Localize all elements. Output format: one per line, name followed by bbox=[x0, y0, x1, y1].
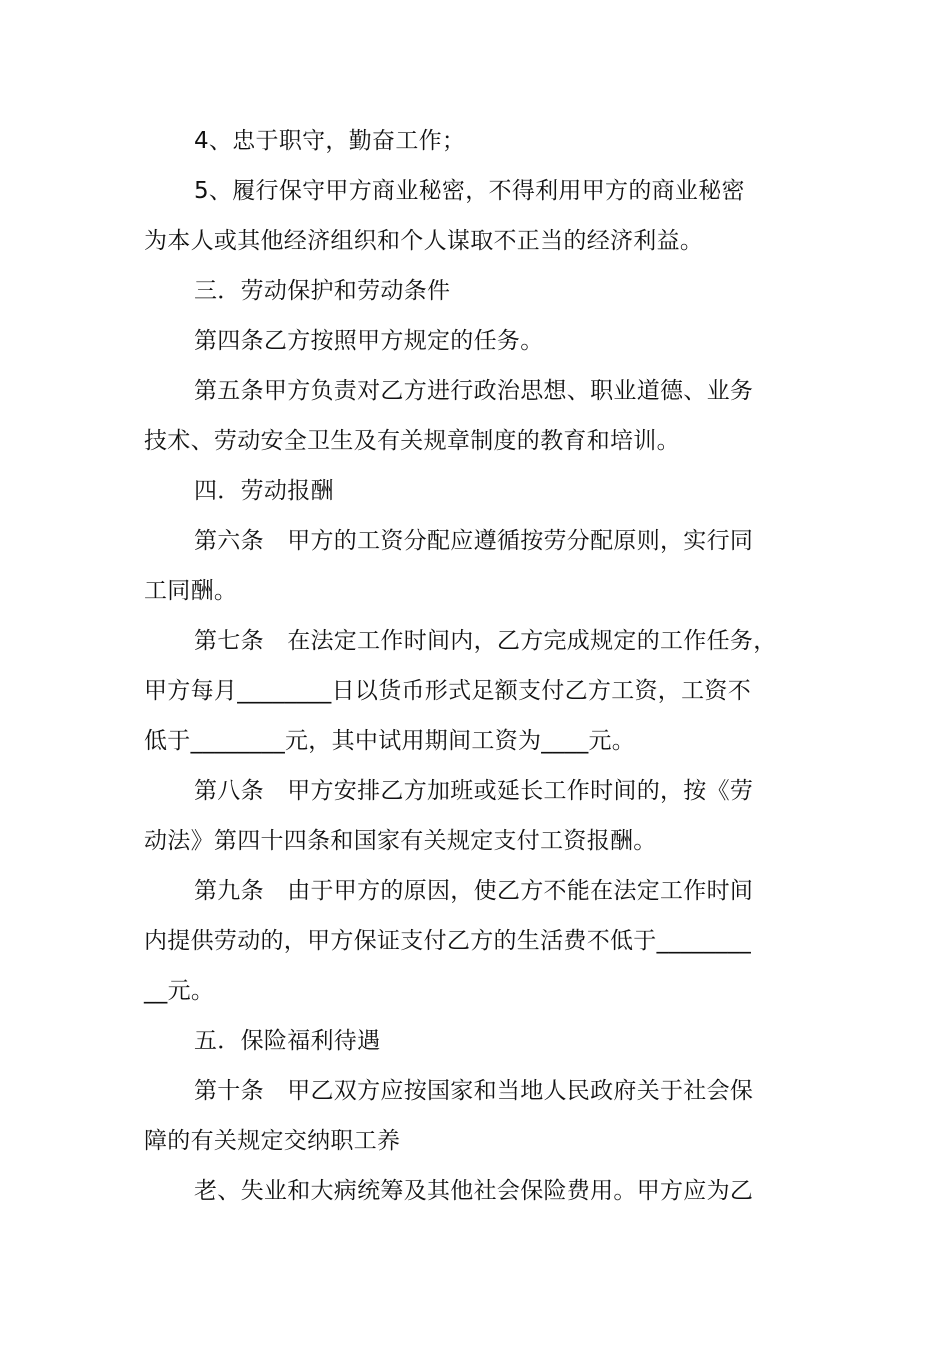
article-6-line-1: 第六条 甲方的工资分配应遵循按劳分配原则，实行同 bbox=[194, 528, 754, 554]
article-9-line-3: __元。 bbox=[144, 978, 215, 1004]
article-9-line-1: 第九条 由于甲方的原因，使乙方不能在法定工作时间 bbox=[194, 878, 754, 904]
article-7-line-2: 甲方每月________日以货币形式足额支付乙方工资，工资不 bbox=[144, 678, 751, 704]
article-6-line-2: 工同酬。 bbox=[144, 578, 238, 604]
clause-4-line: 4、忠于职守，勤奋工作； bbox=[194, 128, 466, 154]
article-9-line-2: 内提供劳动的，甲方保证支付乙方的生活费不低于________ bbox=[144, 928, 751, 954]
section-4-heading: 四．劳动报酬 bbox=[194, 478, 334, 504]
article-10-line-3: 老、失业和大病统筹及其他社会保险费用。甲方应为乙 bbox=[194, 1178, 754, 1204]
section-3-heading: 三．劳动保护和劳动条件 bbox=[194, 278, 451, 304]
article-10-line-2: 障的有关规定交纳职工养 bbox=[144, 1128, 401, 1154]
article-5-line-1: 第五条甲方负责对乙方进行政治思想、职业道德、业务 bbox=[194, 378, 754, 404]
clause-5-line-1: 5、履行保守甲方商业秘密，不得利用甲方的商业秘密 bbox=[194, 178, 745, 204]
clause-5-line-2: 为本人或其他经济组织和个人谋取不正当的经济利益。 bbox=[144, 228, 704, 254]
article-8-line-1: 第八条 甲方安排乙方加班或延长工作时间的，按《劳 bbox=[194, 778, 754, 804]
article-4-line: 第四条乙方按照甲方规定的任务。 bbox=[194, 328, 544, 354]
article-5-line-2: 技术、劳动安全卫生及有关规章制度的教育和培训。 bbox=[144, 428, 680, 454]
article-7-line-1: 第七条 在法定工作时间内，乙方完成规定的工作任务， bbox=[194, 628, 777, 654]
section-5-heading: 五．保险福利待遇 bbox=[194, 1028, 381, 1054]
article-10-line-1: 第十条 甲乙双方应按国家和当地人民政府关于社会保 bbox=[194, 1078, 754, 1104]
article-7-line-3: 低于________元，其中试用期间工资为____元。 bbox=[144, 728, 636, 754]
article-8-line-2: 动法》第四十四条和国家有关规定支付工资报酬。 bbox=[144, 828, 657, 854]
